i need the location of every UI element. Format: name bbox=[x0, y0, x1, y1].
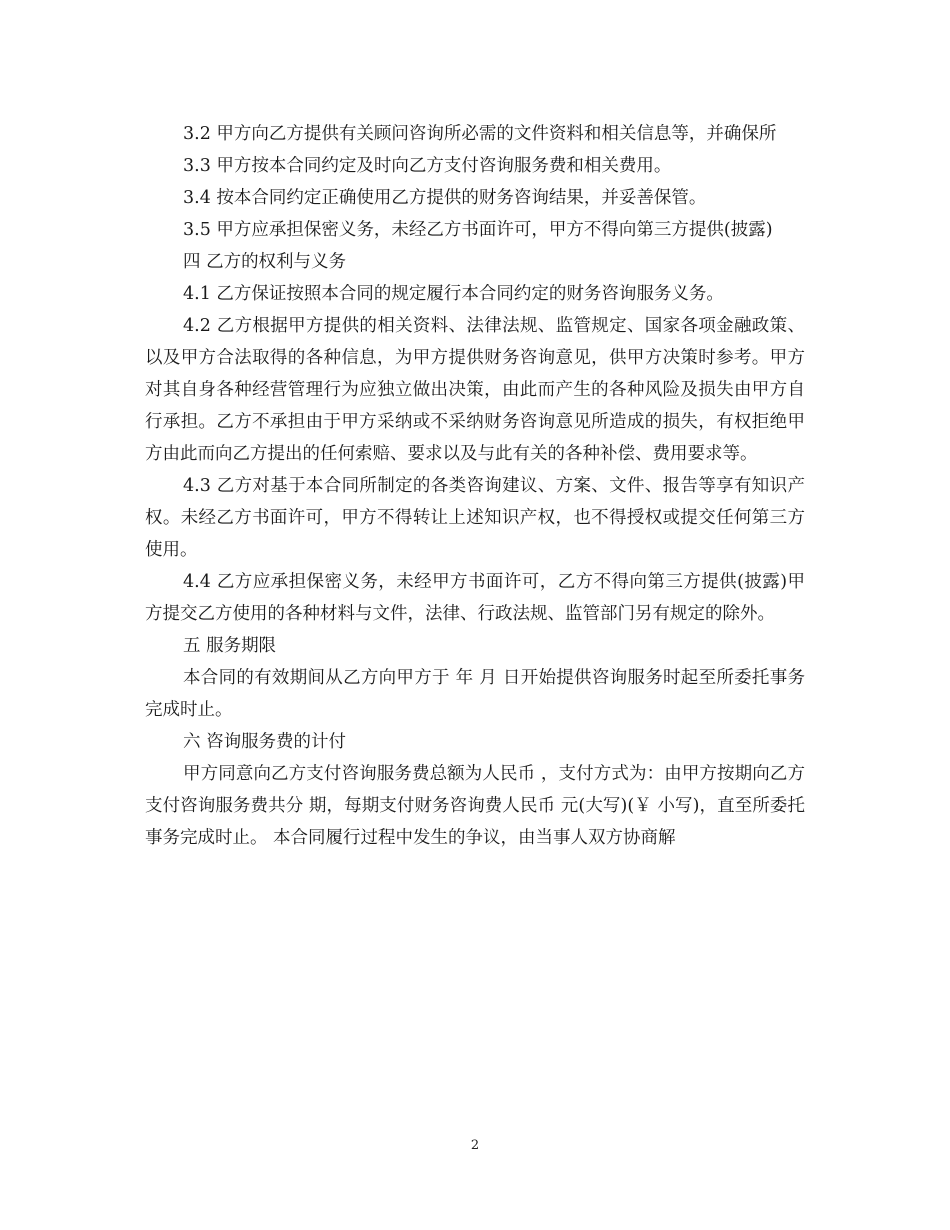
clause-3-4: 3.4 按本合同约定正确使用乙方提供的财务咨询结果，并妥善保管。 bbox=[183, 188, 707, 208]
clause-4-1: 4.1 乙方保证按照本合同的规定履行本合同约定的财务咨询服务义务。 bbox=[183, 284, 724, 304]
document-body bbox=[145, 118, 805, 854]
clause-3-5: 3.5 甲方应承担保密义务，未经乙方书面许可，甲方不得向第三方提供(披露) bbox=[183, 220, 773, 240]
service-term-paragraph: 本合同的有效期间从乙方向甲方于 年 月 日开始提供咨询服务时起至所委托事务完成时止。 bbox=[145, 668, 805, 720]
section-heading-6: 六 咨询服务费的计付 bbox=[183, 732, 347, 752]
page-number: 2 bbox=[470, 1138, 480, 1153]
clause-3-3: 3.3 甲方按本合同约定及时向乙方支付咨询服务费和相关费用。 bbox=[183, 156, 672, 176]
section-heading-4: 四 乙方的权利与义务 bbox=[183, 252, 347, 272]
fee-payment-paragraph: 甲方同意向乙方支付咨询服务费总额为人民币 ，支付方式为：由甲方按期向乙方支付咨询服务费共分 期，每期支付财务咨询费人民币 元(大写)(￥ 小写)，直至所委托事务完成时止。 本合同履行过程中发生的争议，由当事人双方协商解 bbox=[145, 764, 805, 848]
clause-4-3: 4.3 乙方对基于本合同所制定的各类咨询建议、方案、文件、报告等享有知识产权。未经乙方书面许可，甲方不得转让上述知识产权，也不得授权或提交任何第三方使用。 bbox=[145, 476, 805, 560]
section-heading-5: 五 服务期限 bbox=[183, 636, 277, 656]
clause-4-4: 4.4 乙方应承担保密义务，未经甲方书面许可，乙方不得向第三方提供(披露)甲方提交乙方使用的各种材料与文件，法律、行政法规、监管部门另有规定的除外。 bbox=[145, 572, 805, 624]
clause-4-2: 4.2 乙方根据甲方提供的相关资料、法律法规、监管规定、国家各项金融政策、以及甲方合法取得的各种信息，为甲方提供财务咨询意见，供甲方决策时参考。甲方对其自身各种经营管理行为应独立做出决策，由此而产生的各种风险及损失由甲方自行承担。乙方不承担由于甲方采纳或不采纳财务咨询意见所造成的损失，有权拒绝甲方由此而向乙方提出的任何索赔、要求以及与此有关的各种补偿、费用要求等。 bbox=[145, 316, 805, 464]
clause-3-2: 3.2 甲方向乙方提供有关顾问咨询所必需的文件资料和相关信息等，并确保所 bbox=[183, 124, 777, 144]
